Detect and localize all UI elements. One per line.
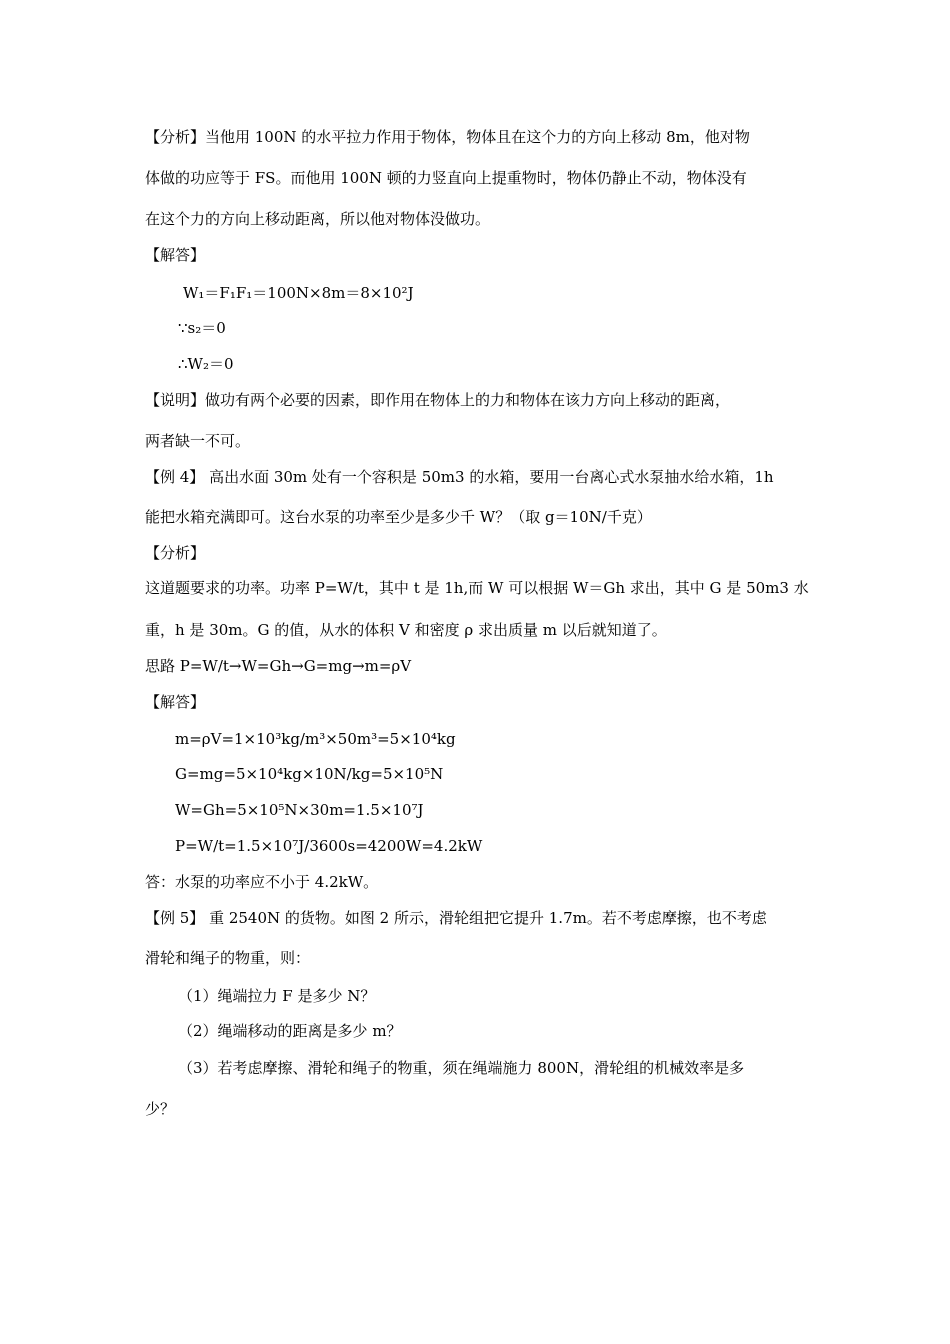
analysis1-line2: 体做的功应等于 FS。而他用 100N 顿的力竖直向上提重物时，物体仍静止不动，物体没有 (145, 169, 747, 187)
example4-route: 思路 P=W/t→W=Gh→G=mg→m=ρV (145, 657, 412, 675)
example4-equation-4: P=W/t=1.5×10⁷J/3600s=4200W=4.2kW (175, 837, 483, 855)
example5-question-3-line1: （3）若考虑摩擦、滑轮和绳子的物重，须在绳端施力 800N，滑轮组的机械效率是多 (178, 1059, 745, 1077)
example5-question-3-line2: 少？ (145, 1100, 176, 1118)
example4-line2: 能把水箱充满即可。这台水泵的功率至少是多少千 W？（取 g＝10N/千克） (145, 508, 652, 526)
example4-line1: 【例 4】 高出水面 30m 处有一个容积是 50m3 的水箱，要用一台离心式水泵抽水给水箱，1h (145, 468, 774, 486)
analysis1-line3: 在这个力的方向上移动距离，所以他对物体没做功。 (145, 210, 491, 228)
example5-line1: 【例 5】 重 2540N 的货物。如图 2 所示，滑轮组把它提升 1.7m。若不考虑摩擦，也不考虑 (145, 909, 767, 927)
example4-equation-1: m=ρV=1×10³kg/m³×50m³=5×10⁴kg (175, 730, 456, 748)
answer1-equation-3: ∴W₂＝0 (178, 355, 234, 373)
example5-question-1: （1）绳端拉力 F 是多少 N？ (178, 987, 376, 1005)
example4-equation-2: G=mg=5×10⁴kg×10N/kg=5×10⁵N (175, 765, 444, 783)
note1-line1: 【说明】做功有两个必要的因素，即作用在物体上的力和物体在该力方向上移动的距离， (145, 391, 731, 409)
example4-analysis-line2: 重，h 是 30m。G 的值，从水的体积 V 和密度 ρ 求出质量 m 以后就知道了。 (145, 621, 667, 639)
example5-question-2: （2）绳端移动的距离是多少 m？ (178, 1022, 402, 1040)
answer1-heading: 【解答】 (145, 246, 206, 264)
answer1-equation-1: W₁＝F₁F₁＝100N×8m＝8×10²J (183, 284, 414, 302)
example4-analysis-line1: 这道题要求的功率。功率 P=W/t，其中 t 是 1h,而 W 可以根据 W＝Gh 求出，其中 G 是 50m3 水 (145, 579, 809, 597)
note1-line2: 两者缺一不可。 (145, 432, 251, 450)
example5-line2: 滑轮和绳子的物重，则： (145, 949, 311, 967)
answer1-equation-2: ∵s₂＝0 (178, 319, 226, 337)
example4-final-answer: 答：水泵的功率应不小于 4.2kW。 (145, 873, 379, 891)
example4-equation-3: W=Gh=5×10⁵N×30m=1.5×10⁷J (175, 801, 424, 819)
analysis1-line1: 【分析】当他用 100N 的水平拉力作用于物体，物体且在这个力的方向上移动 8m，他对物 (145, 128, 750, 146)
example4-analysis-heading: 【分析】 (145, 544, 206, 562)
example4-answer-heading: 【解答】 (145, 693, 206, 711)
